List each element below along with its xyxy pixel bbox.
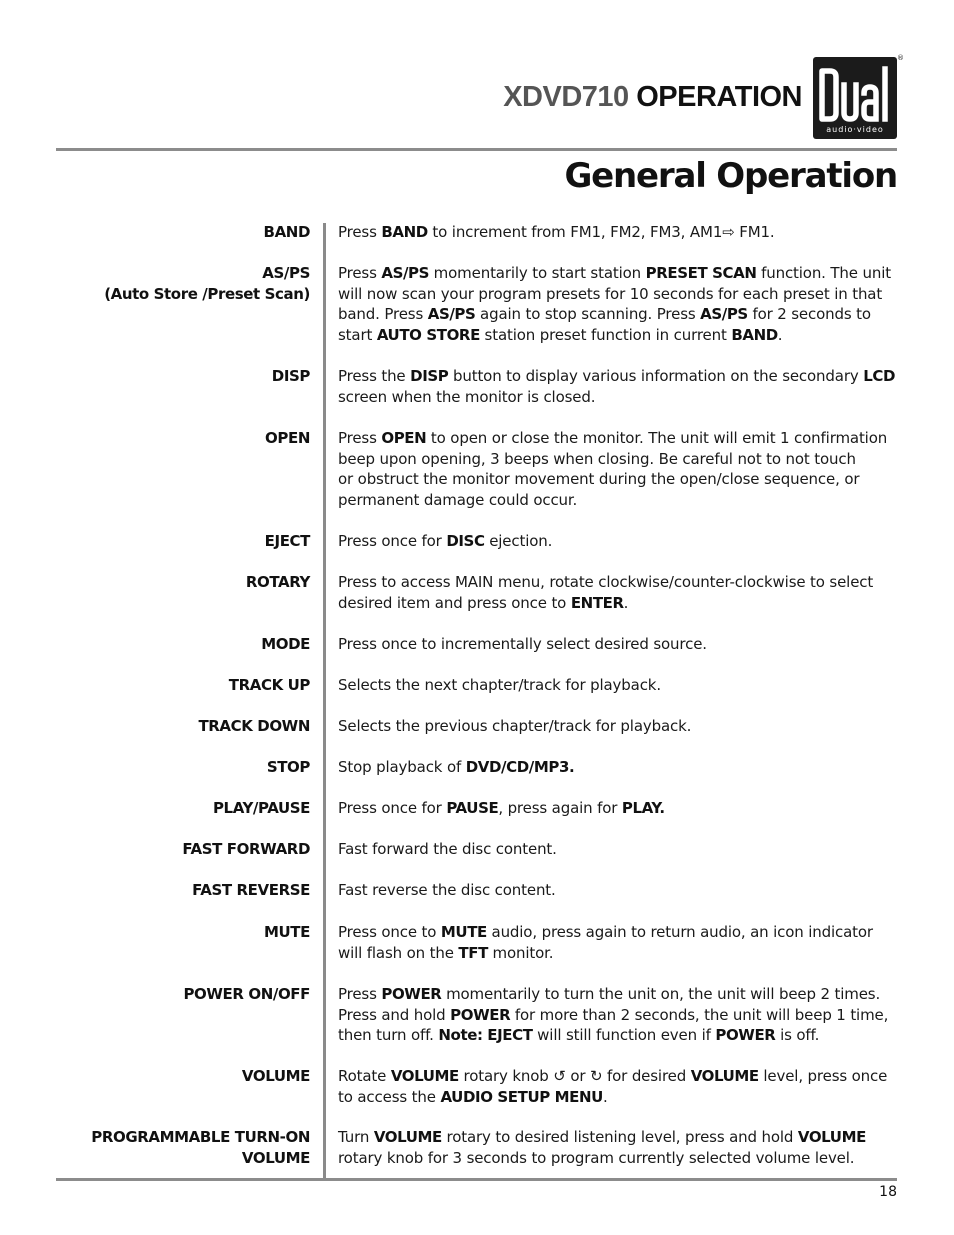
entry-label-line: MODE <box>261 635 310 653</box>
description-text: Press <box>338 223 382 241</box>
entry-description <box>338 366 898 407</box>
description-text: FM1. <box>734 223 775 241</box>
entry-label-line: EJECT <box>264 532 310 550</box>
description-text: is off. <box>775 1026 820 1045</box>
description-text: audio, press again to return audio, an icon indicator will flash on the <box>338 923 873 962</box>
keyword: PRESET SCAN <box>645 264 757 282</box>
description-text: level, press once to access the <box>338 1067 888 1106</box>
description-text: will still function even if <box>532 1026 716 1045</box>
entry-description <box>338 922 898 963</box>
description-text: Rotate <box>338 1067 391 1085</box>
entry-description <box>338 1066 898 1107</box>
entry-label <box>50 922 310 943</box>
description-text: rotary knob ↺ or ↻ for desired <box>458 1067 691 1085</box>
description-text: to open or close the monitor. The unit will emit 1 confirmation beep upon opening, 3 beeps when closing. Be careful not to not touch <box>338 429 888 468</box>
entry-description <box>338 675 898 696</box>
entry-description <box>338 222 898 243</box>
description-text: momentarily to turn the unit on, the unit will beep 2 times. Press and hold <box>338 985 881 1024</box>
entry-label-line: VOLUME <box>241 1149 310 1167</box>
description-text: Fast forward the disc content. <box>338 840 557 858</box>
description-text: momentarily to start station <box>429 264 646 282</box>
page-title: General Operation <box>564 156 897 196</box>
entry-label <box>50 428 310 449</box>
description-text: station preset function in current <box>479 325 732 344</box>
registered-mark: ® <box>897 54 904 62</box>
entry-description <box>338 572 898 613</box>
footer-rule <box>56 1178 897 1181</box>
entry-label-line: BAND <box>263 223 310 241</box>
entry-description <box>338 798 898 819</box>
keyword: BAND <box>381 223 428 241</box>
model-name: XDVD710 <box>503 81 629 113</box>
description-text: function. The unit will now scan your program presets for 10 seconds for each preset in that band. Press <box>338 264 891 324</box>
description-text: screen when the monitor is closed. <box>338 387 596 406</box>
keyword: MUTE <box>440 923 487 941</box>
keyword: VOLUME <box>797 1128 866 1146</box>
keyword: OPEN <box>381 429 427 447</box>
keyword: VOLUME <box>390 1067 459 1085</box>
entry-description <box>338 531 898 552</box>
entry-label <box>50 716 310 737</box>
keyword: POWER <box>450 1005 511 1024</box>
description-text: Selects the next chapter/track for playback. <box>338 676 661 694</box>
entry-label <box>50 531 310 552</box>
description-text: Press to access MAIN menu, rotate clockwise/counter-clockwise to select desired item and press once to <box>338 573 874 612</box>
entry-label-line: POWER ON/OFF <box>183 985 310 1003</box>
keyword: TFT <box>458 943 488 962</box>
description-text: rotary to desired listening level, press and hold <box>441 1128 798 1146</box>
keyword: AS/PS <box>700 305 748 324</box>
description-text: . <box>777 325 783 344</box>
entry-label <box>50 880 310 901</box>
description-text: again to stop scanning. Press <box>475 305 701 324</box>
entry-label-line: (Auto Store /Preset Scan) <box>104 285 310 303</box>
entry-description <box>338 428 898 510</box>
entry-label-line: TRACK DOWN <box>198 717 310 735</box>
column-divider <box>323 223 326 1179</box>
entry-label <box>50 1127 310 1169</box>
description-text: , press again for <box>498 799 622 817</box>
description-text: Fast reverse the disc content. <box>338 881 556 899</box>
keyword: PLAY. <box>621 799 665 817</box>
description-text: Selects the previous chapter/track for playback. <box>338 717 692 735</box>
description-text: Press once for <box>338 532 447 550</box>
entry-description <box>338 1127 898 1168</box>
entry-label-line: ROTARY <box>245 573 310 591</box>
description-text: button to display various information on the secondary <box>448 367 864 385</box>
entry-label-line: TRACK UP <box>228 676 310 694</box>
entry-label-line: FAST REVERSE <box>192 881 310 899</box>
keyword: AS/PS <box>427 305 476 324</box>
header-rule <box>56 148 897 151</box>
description-text: ⇨ <box>722 223 735 241</box>
entry-label <box>50 757 310 778</box>
entry-label <box>50 1066 310 1087</box>
entry-label <box>50 839 310 860</box>
entry-label <box>50 366 310 387</box>
entry-label <box>50 222 310 243</box>
entry-description <box>338 839 898 860</box>
description-text: or obstruct the monitor movement during the open/close sequence, or permanent damage could occur. <box>338 470 860 509</box>
operation-label: OPERATION <box>636 81 802 113</box>
entry-label <box>50 634 310 655</box>
entry-description <box>338 757 898 778</box>
entry-label-line: FAST FORWARD <box>182 840 310 858</box>
description-text: Press once for <box>338 799 447 817</box>
description-text: Press the <box>338 367 411 385</box>
keyword: VOLUME <box>690 1067 759 1085</box>
entry-description <box>338 984 898 1046</box>
description-text: . <box>623 593 629 612</box>
header-title <box>503 80 802 114</box>
description-text: Press <box>338 429 382 447</box>
entry-label-line: OPEN <box>265 429 310 447</box>
entry-label <box>50 798 310 819</box>
keyword: POWER <box>715 1026 776 1045</box>
dual-logo <box>813 57 897 139</box>
keyword: POWER <box>381 985 442 1003</box>
entry-label-line: VOLUME <box>241 1067 310 1085</box>
description-text: to increment from FM1, FM2, FM3, AM1 <box>427 223 723 241</box>
keyword: AS/PS <box>381 264 430 282</box>
entry-label <box>50 263 310 305</box>
entry-label <box>50 572 310 593</box>
description-text: Press once to incrementally select desired source. <box>338 635 707 653</box>
keyword: AUTO STORE <box>376 325 480 344</box>
description-text: . <box>602 1087 608 1106</box>
description-text: Turn <box>338 1128 374 1146</box>
logo-subtext: audio·video <box>826 125 884 134</box>
description-text: Press <box>338 985 382 1003</box>
description-text: rotary knob for 3 seconds to program currently selected volume level. <box>338 1148 855 1167</box>
entry-description <box>338 716 898 737</box>
keyword: Note: <box>438 1026 483 1045</box>
entry-description <box>338 263 898 345</box>
keyword: EJECT <box>487 1026 533 1045</box>
description-text: for 2 seconds to start <box>338 305 871 344</box>
keyword: DVD/CD/MP3. <box>465 758 575 776</box>
keyword: LCD <box>863 367 896 385</box>
entry-label-line: STOP <box>266 758 310 776</box>
keyword: AUDIO SETUP MENU <box>440 1087 603 1106</box>
description-text: for more than 2 seconds, the unit will beep 1 time, then turn off. <box>338 1005 889 1045</box>
entry-label <box>50 984 310 1005</box>
keyword: ENTER <box>570 593 624 612</box>
keyword: PAUSE <box>446 799 499 817</box>
description-text: Stop playback of <box>338 758 466 776</box>
entry-label-line: PROGRAMMABLE TURN-ON <box>91 1128 310 1146</box>
description-text: Press once to <box>338 923 441 941</box>
entry-label <box>50 675 310 696</box>
entry-description <box>338 634 898 655</box>
entry-label-line: MUTE <box>264 923 310 941</box>
entry-label-line: DISP <box>271 367 310 385</box>
keyword: DISP <box>410 367 449 385</box>
entry-label-line: AS/PS <box>262 264 310 282</box>
page-number: 18 <box>879 1184 897 1200</box>
entry-label-line: PLAY/PAUSE <box>212 799 310 817</box>
keyword: DISC <box>446 532 485 550</box>
description-text: monitor. <box>487 943 554 962</box>
description-text: ejection. <box>484 532 553 550</box>
description-text: Press <box>338 264 382 282</box>
keyword: VOLUME <box>373 1128 442 1146</box>
entry-description <box>338 880 898 901</box>
keyword: BAND <box>731 325 778 344</box>
